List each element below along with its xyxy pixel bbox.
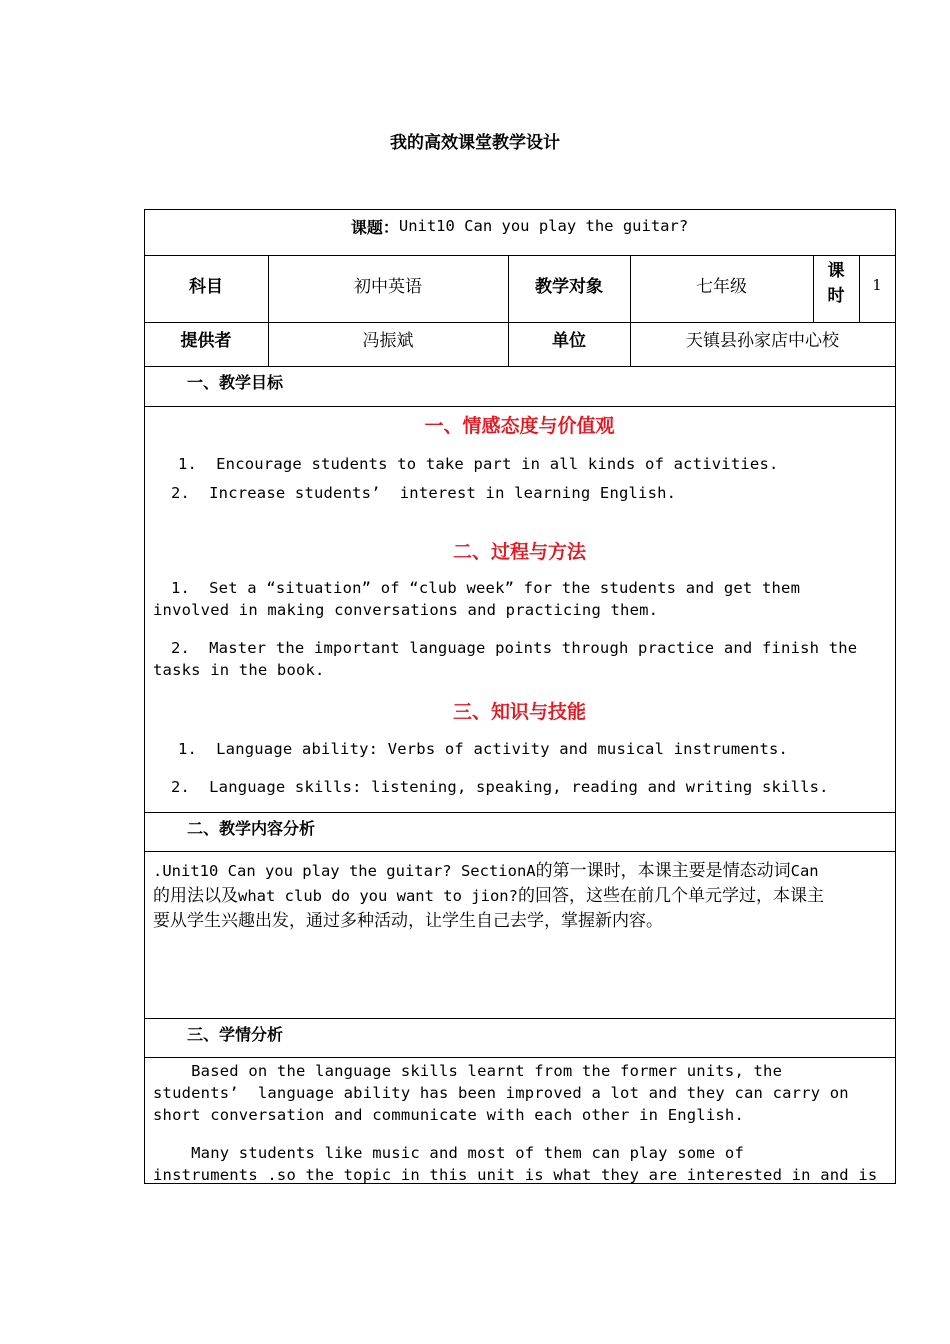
goal-knowledge-item-1: 1. Language ability: Verbs of activity and musical instruments. xyxy=(178,740,789,758)
learner-analysis xyxy=(145,1058,894,1183)
unit-value: 天镇县孙家店中心校 xyxy=(686,330,839,351)
target-value: 七年级 xyxy=(696,276,747,297)
document-title: 我的高效课堂教学设计 xyxy=(390,133,560,153)
learner-para2-line-1: Many students like music and most of them can play some of xyxy=(153,1144,744,1162)
period-label xyxy=(813,256,859,312)
section2-heading: 二、教学内容分析 xyxy=(187,819,316,838)
learner-para1-line-1: Based on the language skills learnt from the former units, the xyxy=(153,1062,783,1080)
section1-heading: 一、教学目标 xyxy=(187,373,284,392)
goal-process-item-1-line-1: 1. Set a “situation” of “club week” for the students and get them xyxy=(171,579,801,597)
topic-value: Unit10 Can you play the guitar? xyxy=(398,217,689,235)
info-row-subject xyxy=(144,256,895,322)
section3-heading: 三、学情分析 xyxy=(187,1025,284,1044)
content-line-2-b: what club do you want to jion? xyxy=(238,887,518,905)
learner-para2-line-2: instruments .so the topic in this unit is what they are interested in and is xyxy=(153,1166,878,1183)
content-line-2-a: 的用法以及 xyxy=(153,886,238,906)
subject-label: 科目 xyxy=(189,276,223,297)
period-label-1: 课 xyxy=(827,261,845,281)
provider-label: 提供者 xyxy=(180,330,232,351)
learner-para1-line-3: short conversation and communicate with each other in English. xyxy=(153,1106,744,1124)
topic-label: 课题： xyxy=(350,217,399,237)
goal-attitude-item-1: 1. Encourage students to take part in all kinds of activities. xyxy=(178,455,779,473)
content-line-1-a: .Unit10 Can you play the guitar? SectionA xyxy=(153,862,536,880)
goal-attitude-item-2: 2. Increase students’ interest in learning English. xyxy=(171,484,677,502)
goal-knowledge-item-2: 2. Language skills: listening, speaking, reading and writing skills. xyxy=(171,778,829,796)
content-line-1-b: 的第一课时，本课主要是情态动词 xyxy=(535,861,791,881)
topic-row xyxy=(144,210,895,255)
goal-process-item-2-line-1: 2. Master the important language points through practice and finish the xyxy=(171,639,858,657)
goal-subheading-process: 二、过程与方法 xyxy=(452,541,586,563)
goal-subheading-attitude: 一、情感态度与价值观 xyxy=(424,415,615,437)
period-value: 1 xyxy=(872,276,882,294)
info-row-provider xyxy=(144,323,895,366)
goal-subheading-knowledge: 三、知识与技能 xyxy=(452,701,586,723)
goal-process-item-1-line-2: involved in making conversations and practicing them. xyxy=(153,601,659,619)
content-line-2-c: 的回答，这些在前几个单元学过，本课主 xyxy=(517,886,824,906)
content-line-1-c: Can xyxy=(790,862,819,880)
subject-value: 初中英语 xyxy=(354,276,422,297)
target-label: 教学对象 xyxy=(535,276,603,297)
goal-process-item-2-line-2: tasks in the book. xyxy=(153,661,325,679)
content-analysis-line-1 xyxy=(153,856,819,881)
teaching-goals xyxy=(144,407,895,812)
content-analysis-line-3: 要从学生兴趣出发，通过多种活动，让学生自己去学，掌握新内容。 xyxy=(153,911,663,931)
content-analysis-line-2 xyxy=(153,881,824,906)
learner-para1-line-2: students’ language ability has been improved a lot and they can carry on xyxy=(153,1084,849,1102)
unit-label: 单位 xyxy=(552,330,586,351)
provider-value: 冯振斌 xyxy=(362,330,414,351)
period-label-2: 时 xyxy=(827,286,845,306)
